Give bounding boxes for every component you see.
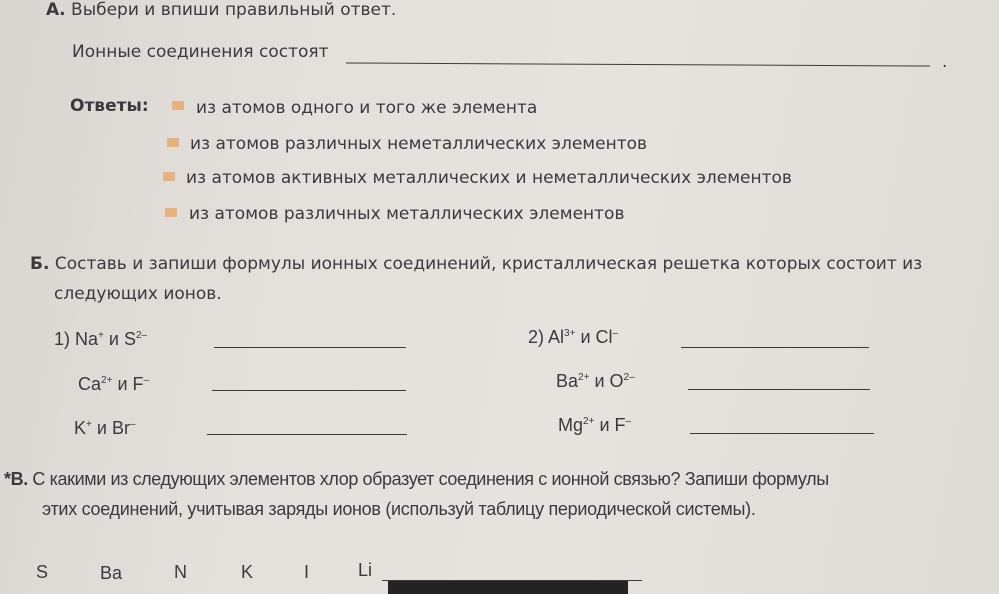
cation: Mg — [558, 415, 584, 435]
anion-charge: – — [129, 419, 136, 430]
cation: Ca — [78, 374, 102, 394]
anion: Cl — [595, 327, 613, 347]
connector: и — [96, 418, 107, 438]
answer-option-3: из атомов активных металлических и неметаллических элементов — [186, 168, 792, 188]
anion: O — [609, 371, 624, 391]
cation-charge: 2+ — [101, 375, 113, 386]
section-b-instruction: Составь и запиши формулы ионных соединений, кристаллическая решетка которых состоит из — [54, 254, 923, 274]
anion-charge: – — [625, 416, 632, 427]
cation: Al — [548, 327, 565, 347]
cation-charge: + — [86, 419, 92, 430]
anion-charge: – — [612, 328, 619, 339]
formula-blank-5[interactable] — [688, 389, 870, 390]
cation-charge: 3+ — [564, 328, 576, 339]
cation: K — [74, 418, 87, 438]
section-b-line-1 — [30, 254, 922, 274]
connector: и — [580, 327, 591, 347]
answer-bullet — [165, 208, 177, 217]
connector: и — [117, 374, 128, 394]
section-c-line-2: этих соединений, учитывая заряды ионов (используй таблицу периодической системы). — [42, 499, 756, 519]
answer-option-4: из атомов различных металлических элементов — [189, 204, 625, 224]
element-n: N — [174, 562, 187, 582]
formula-blank-4[interactable] — [681, 347, 869, 348]
section-b-line-2: следующих ионов. — [54, 284, 222, 304]
anion-charge: 2– — [623, 372, 635, 383]
anion: S — [123, 329, 136, 349]
ion-pair-6 — [558, 415, 631, 436]
element-s: S — [36, 562, 49, 582]
anion: Br — [111, 418, 130, 438]
section-c-question: С какими из следующих элементов хлор образует соединения с ионной связью? Запиши формулы — [32, 469, 829, 489]
element-k: K — [241, 562, 254, 582]
formula-blank-6[interactable] — [690, 433, 874, 434]
connector: и — [599, 415, 610, 435]
pair-number: 1) — [54, 329, 71, 349]
answer-blank-line[interactable] — [346, 62, 930, 66]
ion-pair-5 — [556, 371, 635, 392]
section-a-title: Выбери и впиши правильный ответ. — [71, 0, 397, 20]
element-ba: Ba — [100, 563, 123, 583]
ion-pair-3 — [74, 418, 136, 439]
section-c-line-1 — [4, 469, 829, 490]
bottom-dark-bar — [388, 581, 628, 594]
connector: и — [594, 371, 605, 391]
anion: F — [614, 415, 626, 435]
pair-number: 2) — [528, 327, 545, 347]
section-b-letter: Б. — [30, 254, 50, 274]
cation: Ba — [556, 371, 579, 391]
answers-label: Ответы: — [70, 96, 149, 116]
ion-pair-1 — [54, 329, 147, 350]
question-text: Ионные соединения состоят — [72, 42, 329, 62]
answer-bullet — [167, 138, 179, 147]
formula-blank-2[interactable] — [212, 390, 406, 391]
answer-bullet — [163, 172, 175, 181]
section-c-letter: *В. — [4, 469, 28, 489]
element-li: Li — [358, 560, 373, 580]
section-a-letter: А. — [46, 0, 66, 20]
formula-blank-3[interactable] — [207, 434, 407, 435]
answer-option-1: из атомов одного и того же элемента — [196, 98, 538, 118]
ion-pair-4 — [528, 327, 618, 348]
answer-option-2: из атомов различных неметаллических элементов — [190, 134, 648, 154]
formula-blank-1[interactable] — [214, 347, 406, 348]
cation: Na — [75, 329, 99, 349]
ion-pair-2 — [78, 374, 149, 395]
anion-charge: – — [143, 375, 150, 386]
element-i: I — [304, 562, 310, 582]
connector: и — [108, 329, 119, 349]
answer-bullet — [172, 101, 184, 110]
cation-charge: 2+ — [578, 372, 590, 383]
section-a-heading — [46, 0, 396, 20]
cation-charge: 2+ — [583, 416, 595, 427]
question-period: . — [942, 52, 948, 72]
anion-charge: 2– — [136, 330, 148, 341]
cation-charge: + — [98, 330, 104, 341]
anion: F — [132, 374, 144, 394]
